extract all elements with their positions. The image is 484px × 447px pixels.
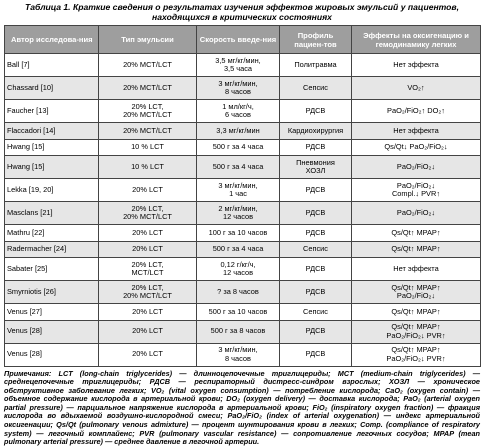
- cell-rate-line: 12 часов: [222, 212, 254, 221]
- cell-rate-line: 1 мл/кг/ч,: [222, 101, 254, 111]
- cell-profile: [280, 100, 352, 123]
- cell-profile: [280, 123, 352, 140]
- cell-effects-line: Нет эффекта: [393, 125, 439, 135]
- table-body: [5, 54, 481, 367]
- cell-rate-line: 3 мг/кг/мин,: [218, 345, 258, 355]
- cell-rate-line: 500 г за 10 часов: [208, 306, 268, 316]
- cell-rate-line: ? за 8 часов: [217, 286, 259, 296]
- cell-profile-line: Сепсис: [303, 244, 328, 254]
- cell-emulsion-line: 20% MCT/LCT: [123, 212, 172, 221]
- table-row: [5, 343, 481, 366]
- cell-author: Hwang [15]: [5, 156, 99, 179]
- cell-rate-line: 500 г за 4 часа: [212, 161, 264, 171]
- cell-profile-line: РДСВ: [305, 326, 326, 336]
- cell-profile: [280, 281, 352, 304]
- table-row: [5, 225, 481, 242]
- cell-emulsion: [99, 320, 197, 343]
- table-row: [5, 139, 481, 156]
- header-profile: Профиль пациен-тов: [280, 26, 352, 54]
- table-row: [5, 304, 481, 321]
- table-row: [5, 123, 481, 140]
- cell-author: Flaccadori [14]: [5, 123, 99, 140]
- cell-emulsion: [99, 281, 197, 304]
- cell-effects: [352, 258, 481, 281]
- cell-effects: [352, 123, 481, 140]
- cell-rate-line: 8 часов: [225, 87, 251, 96]
- table-row: [5, 179, 481, 202]
- cell-effects: [352, 241, 481, 258]
- table-header-row: [5, 26, 481, 54]
- cell-profile: [280, 202, 352, 225]
- cell-profile-line: ХОЗЛ: [305, 166, 326, 175]
- cell-author: Venus [28]: [5, 320, 99, 343]
- cell-emulsion-line: 20% LCT: [132, 326, 163, 336]
- cell-profile-line: Политравма: [294, 59, 337, 69]
- cell-rate: [197, 100, 280, 123]
- header-emulsion: Тип эмульсии: [99, 26, 197, 54]
- cell-emulsion-line: 10 % LCT: [131, 142, 164, 152]
- cell-profile-line: РДСВ: [305, 286, 326, 296]
- cell-rate: [197, 258, 280, 281]
- cell-author: Sabater [25]: [5, 258, 99, 281]
- cell-emulsion-line: 20% LCT: [132, 184, 163, 194]
- cell-rate-line: 3 мг/кг/мин,: [218, 180, 258, 190]
- cell-effects-line: Qs/Qt↓ PaO₂/FiO₂↓: [384, 142, 448, 152]
- table-row: [5, 100, 481, 123]
- cell-profile: [280, 139, 352, 156]
- cell-effects: [352, 77, 481, 100]
- table-title: Таблица 1. Краткие сведения о результатах изучения эффектов жировых эмульсий у пациентов, находящихся в критических состояниях: [24, 2, 460, 22]
- cell-emulsion: [99, 241, 197, 258]
- cell-profile-line: Кардиохирургия: [287, 125, 344, 135]
- table-row: [5, 320, 481, 343]
- cell-effects-line: Qs/Qt↑ MPAP↑: [391, 322, 441, 332]
- cell-rate: [197, 225, 280, 242]
- cell-emulsion-line: 20% MCT/LCT: [123, 59, 172, 69]
- cell-profile-line: Пневмония: [296, 157, 335, 167]
- cell-profile: [280, 156, 352, 179]
- cell-emulsion: [99, 156, 197, 179]
- cell-emulsion-line: 10 % LCT: [131, 161, 164, 171]
- cell-effects-line: Qs/Qt↑ MPAP↑: [391, 345, 441, 355]
- cell-emulsion: [99, 304, 197, 321]
- cell-effects-line: PaO₂/FiO₂↓: [396, 207, 436, 217]
- cell-rate: [197, 304, 280, 321]
- cell-emulsion-line: 20% MCT/LCT: [123, 125, 172, 135]
- cell-effects-line: VO₂↑: [407, 82, 425, 92]
- cell-rate: [197, 123, 280, 140]
- table-row: [5, 156, 481, 179]
- cell-author: Ball [7]: [5, 54, 99, 77]
- cell-profile: [280, 343, 352, 366]
- cell-rate-line: 3,5 мг/кг/мин,: [215, 55, 261, 65]
- cell-rate: [197, 343, 280, 366]
- cell-author: Venus [28]: [5, 343, 99, 366]
- cell-emulsion: [99, 225, 197, 242]
- cell-effects-line: Qs/Qt↑ MPAP↑: [391, 306, 441, 316]
- table-notes: Примечания: LCT (long-chain triglycerides) — длинноцепочечные триглицериды; MCT (medium-chain triglycerides) — среднецепочечные триглицериды; РДСВ — респираторный дистресс-синдром взрослых; ХОЗЛ — хроническое обструктивное заболевание легких; VO₂ (vital oxygen consumption) — потребление кислорода; CaO₂ (oxygen contain) — объемное содержание кислорода в артериальной крови; DO₂ (oxygen delivery) — доставка кислорода; PaO₂ (arterial oxygen partial pressure) — парциальное напряжение кислорода в артериальной крови; FiO₂ (inspiratory oxygen fraction) — фракция кислорода во вдыхаемой воздушно-кислородной смеси; PaO₂/FiO₂ (index of arterial oxygenation) — индекс артериальной оксигенации; Qs/Qt (pulmonary venous admixture) — процент шунтирования крови в легких; Comp. (compliance of respiratory system) — легочный комплайенс; PVR (pulmonary vascular resistance) — сопротивление легочных сосудов; MPAP (mean pulmonary arterial pressure) — среднее давление в легочной артерии.: [4, 368, 480, 447]
- results-table: [4, 25, 481, 367]
- cell-rate-line: 3,3 мг/кг/мин: [216, 125, 260, 135]
- cell-author: Masclans [21]: [5, 202, 99, 225]
- header-author: Автор исследова-ния: [5, 26, 99, 54]
- cell-rate-line: 100 г за 10 часов: [208, 227, 268, 237]
- cell-rate-line: 2 мг/кг/мин,: [218, 203, 258, 213]
- cell-effects: [352, 343, 481, 366]
- cell-author: Smyrniotis [26]: [5, 281, 99, 304]
- cell-rate-line: 12 часов: [222, 268, 254, 277]
- cell-effects: [352, 304, 481, 321]
- cell-emulsion: [99, 179, 197, 202]
- cell-effects-line: Qs/Qt↑ MPAP↑: [391, 244, 441, 254]
- cell-profile-line: РДСВ: [305, 105, 326, 115]
- cell-rate-line: 6 часов: [225, 110, 251, 119]
- table-row: [5, 77, 481, 100]
- cell-profile: [280, 258, 352, 281]
- cell-profile-line: РДСВ: [305, 263, 326, 273]
- cell-profile-line: РДСВ: [305, 184, 326, 194]
- cell-author: Chassard [10]: [5, 77, 99, 100]
- cell-rate: [197, 281, 280, 304]
- cell-effects-line: PaO₂/FiO₂↓: [396, 161, 436, 171]
- cell-rate: [197, 202, 280, 225]
- cell-emulsion-line: 20% LCT: [132, 244, 163, 254]
- cell-rate: [197, 139, 280, 156]
- cell-effects-line: PaO₂/FiO₂↓: [396, 291, 436, 300]
- cell-emulsion-line: 20% LCT,: [131, 101, 164, 111]
- cell-emulsion-line: 20% LCT: [132, 349, 163, 359]
- cell-effects: [352, 156, 481, 179]
- cell-effects-line: Нет эффекта: [393, 263, 439, 273]
- cell-emulsion: [99, 54, 197, 77]
- cell-emulsion: [99, 123, 197, 140]
- cell-rate-line: 1 час: [229, 189, 247, 198]
- cell-effects: [352, 202, 481, 225]
- cell-emulsion-line: 20% LCT: [132, 227, 163, 237]
- cell-emulsion: [99, 77, 197, 100]
- cell-effects-line: PaO₂/FiO₂↓ PVR↑: [386, 330, 446, 340]
- cell-author: Faucher [13]: [5, 100, 99, 123]
- cell-emulsion: [99, 202, 197, 225]
- cell-rate-line: 0,12 г/кг/ч,: [220, 259, 256, 269]
- cell-emulsion: [99, 139, 197, 156]
- cell-rate-line: 3,5 часа: [223, 64, 253, 73]
- cell-profile: [280, 54, 352, 77]
- cell-rate: [197, 179, 280, 202]
- table-row: [5, 54, 481, 77]
- cell-rate: [197, 241, 280, 258]
- cell-effects: [352, 179, 481, 202]
- cell-emulsion: [99, 258, 197, 281]
- cell-profile-line: РДСВ: [305, 349, 326, 359]
- cell-effects: [352, 320, 481, 343]
- cell-profile-line: РДСВ: [305, 227, 326, 237]
- cell-emulsion-line: 20% MCT/LCT: [123, 291, 172, 300]
- cell-effects: [352, 100, 481, 123]
- cell-effects: [352, 139, 481, 156]
- cell-effects: [352, 225, 481, 242]
- cell-emulsion-line: MCT/LCT: [131, 268, 164, 277]
- header-rate: Скорость введе-ния: [197, 26, 280, 54]
- cell-profile: [280, 77, 352, 100]
- cell-rate: [197, 320, 280, 343]
- cell-profile-line: Сепсис: [303, 82, 328, 92]
- cell-profile-line: РДСВ: [305, 142, 326, 152]
- cell-effects: [352, 281, 481, 304]
- table-row: [5, 241, 481, 258]
- cell-emulsion-line: 20% LCT,: [131, 203, 164, 213]
- cell-author: Lekka [19, 20]: [5, 179, 99, 202]
- cell-rate: [197, 54, 280, 77]
- cell-author: Mathru [22]: [5, 225, 99, 242]
- cell-rate: [197, 77, 280, 100]
- cell-rate-line: 500 г за 4 часа: [212, 244, 264, 254]
- cell-emulsion-line: 20% LCT,: [131, 282, 164, 292]
- cell-author: Venus [27]: [5, 304, 99, 321]
- table-row: [5, 281, 481, 304]
- cell-profile: [280, 320, 352, 343]
- cell-effects-line: Qs/Qt↑ MPAP↑: [391, 227, 441, 237]
- cell-author: Radermacher [24]: [5, 241, 99, 258]
- cell-effects-line: PaO₂/FiO₂↓: [396, 180, 436, 190]
- cell-rate-line: 500 г за 4 часа: [212, 142, 264, 152]
- cell-emulsion-line: 20% LCT: [132, 306, 163, 316]
- cell-effects-line: PaO₂/FiO₂↑ DO₂↑: [387, 105, 445, 115]
- cell-rate-line: 3 мг/кг/мин,: [218, 78, 258, 88]
- cell-rate-line: 8 часов: [225, 353, 251, 363]
- cell-emulsion-line: 20% MCT/LCT: [123, 110, 172, 119]
- cell-effects: [352, 54, 481, 77]
- cell-profile: [280, 179, 352, 202]
- cell-author: Hwang [15]: [5, 139, 99, 156]
- header-effects: Эффекты на оксигенацию и гемодинамику легких: [352, 26, 481, 54]
- cell-emulsion-line: 20% MCT/LCT: [123, 82, 172, 92]
- cell-emulsion: [99, 343, 197, 366]
- cell-effects-line: Нет эффекта: [393, 59, 439, 69]
- cell-profile-line: Сепсис: [303, 306, 328, 316]
- cell-profile: [280, 241, 352, 258]
- table-row: [5, 202, 481, 225]
- cell-emulsion-line: 20% LCT,: [131, 259, 164, 269]
- cell-rate-line: 500 г за 8 часов: [210, 326, 266, 336]
- cell-emulsion: [99, 100, 197, 123]
- cell-profile: [280, 304, 352, 321]
- table-row: [5, 258, 481, 281]
- cell-profile-line: РДСВ: [305, 207, 326, 217]
- cell-effects-line: Qs/Qt↑ MPAP↑: [391, 282, 441, 292]
- cell-rate: [197, 156, 280, 179]
- cell-effects-line: Compl.↓ PVR↑: [391, 189, 441, 198]
- cell-profile: [280, 225, 352, 242]
- cell-effects-line: PaO₂/FiO₂↓ PVR↑: [386, 353, 446, 363]
